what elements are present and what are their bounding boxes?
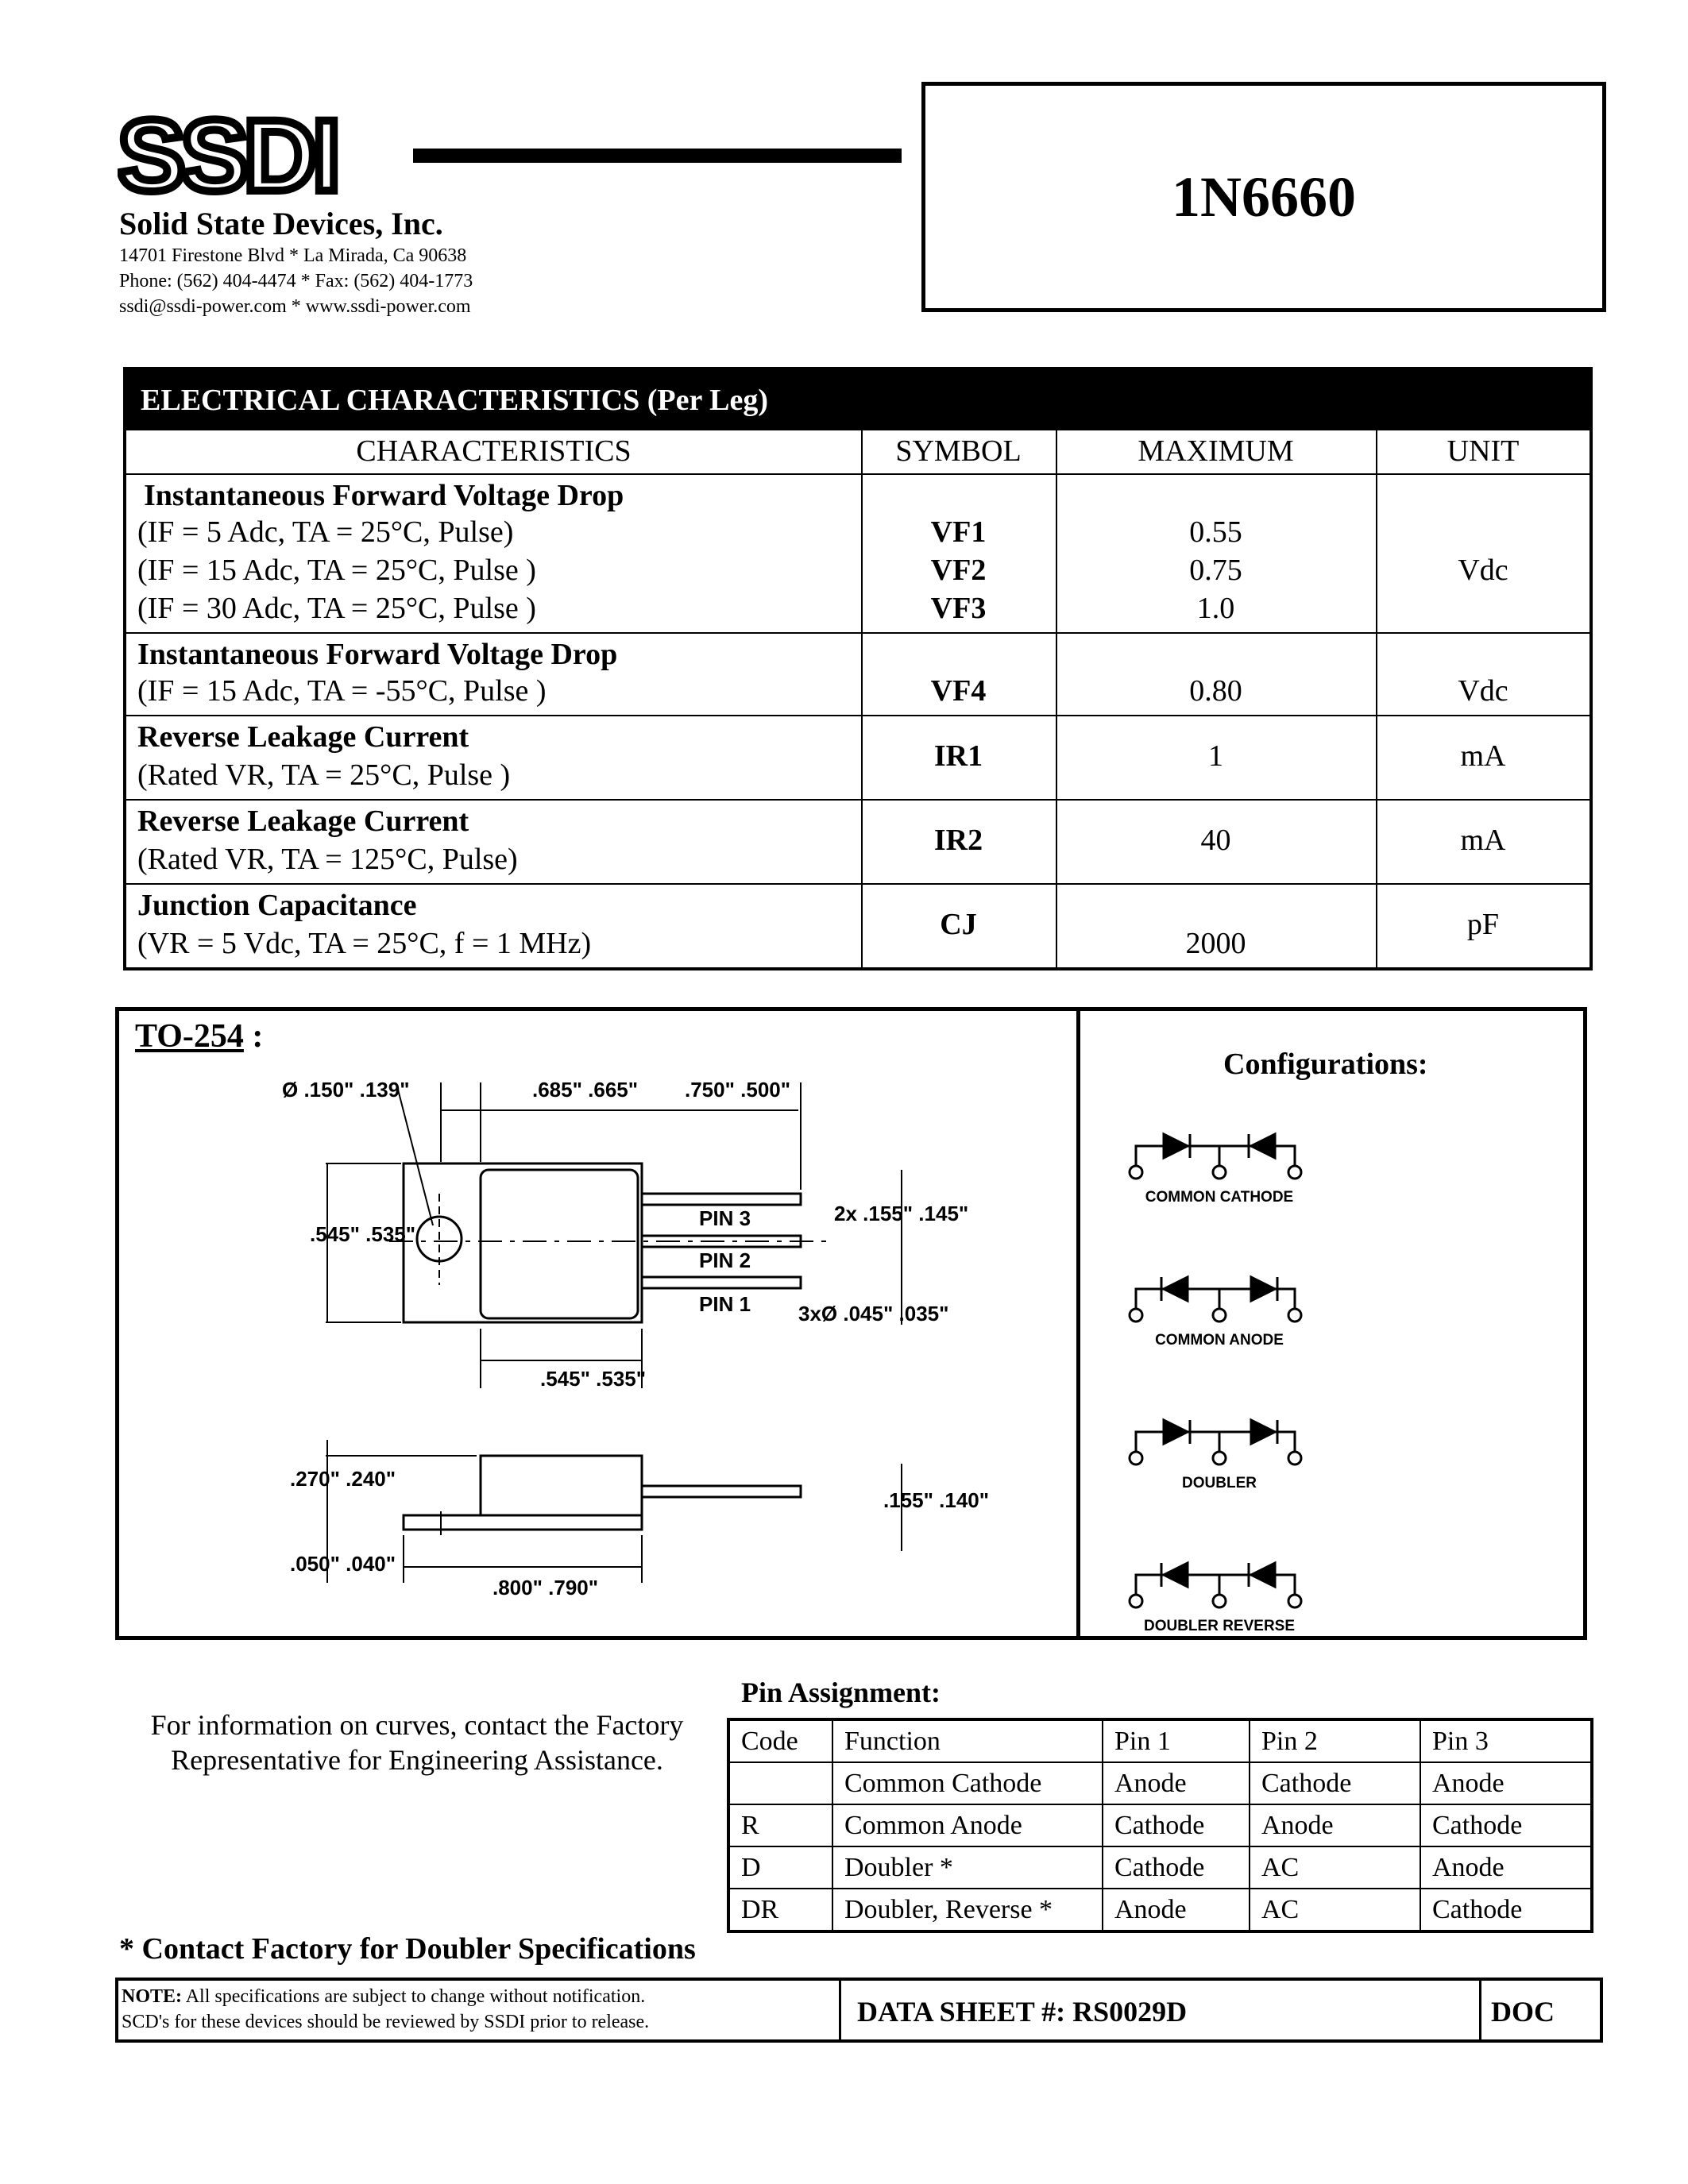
dim-flange: .050" .040" [290,1552,396,1576]
col-characteristics: CHARACTERISTICS [356,434,632,468]
cfg-doubler: DOUBLER [1182,1475,1257,1491]
note-label: NOTE: [122,1986,183,2007]
electrical-title: ELECTRICAL CHARACTERISTICS (Per Leg) [126,370,1590,430]
r5-unit: pF [1466,908,1500,941]
r4-sym: IR2 [933,824,983,857]
r1-sym1: VF1 [930,515,987,549]
table-header-row: Code Function Pin 1 Pin 2 Pin 3 [728,1719,1592,1762]
contact-note: * Contact Factory for Doubler Specifications [119,1932,696,1966]
doc-label: DOC [1491,1996,1555,2028]
r1-title: Instantaneous Forward Voltage Drop [144,479,624,512]
dim-height: .545" .535" [310,1222,416,1246]
r1-unit: Vdc [1458,554,1508,587]
footer-note [118,1984,649,2035]
r1-max2: 0.75 [1189,554,1242,587]
dim-width: .545" .535" [540,1367,647,1391]
table-row: Common Cathode Anode Cathode Anode [728,1762,1592,1804]
r5-cond1: (VR = 5 Vdc, TA = 25°C, f = 1 MHz) [137,927,592,960]
r1-cond2: (IF = 15 Adc, TA = 25°C, Pulse ) [137,554,536,587]
r3-title: Reverse Leakage Current [137,720,469,754]
part-number: 1N6660 [1172,164,1356,229]
cfg-common-anode: COMMON ANODE [1155,1332,1284,1349]
configurations-title: Configurations: [1223,1048,1428,1081]
r4-unit: mA [1460,824,1506,857]
dim-side-h: .270" .240" [290,1467,396,1491]
cfg-common-cathode: COMMON CATHODE [1145,1189,1294,1206]
to254-drawing [119,1011,1076,1638]
dim-body-len: .685" .665" [532,1078,639,1102]
note-line1: All specifications are subject to change without notification. [185,1986,646,2007]
pin-assignment-title: Pin Assignment: [741,1677,941,1708]
table-row: R Common Anode Cathode Anode Cathode [728,1804,1592,1846]
r2-sym: VF4 [930,674,987,708]
r1-sym2: VF2 [930,554,987,587]
logo-rule [413,149,902,163]
r2-cond1: (IF = 15 Adc, TA = -55°C, Pulse ) [137,674,547,708]
electrical-table [123,367,1593,970]
r5-max: 2000 [1185,927,1246,960]
r1-sym3: VF3 [930,592,987,625]
dim-lead-dia: 3xØ .045" .035" [798,1302,949,1325]
flange-body [404,1163,642,1322]
r1-max1: 0.55 [1189,515,1242,549]
curves-info-line2: Representative for Engineering Assistance. [171,1744,663,1776]
ssdi-logo [118,107,408,203]
configurations-diagram [1096,1090,1573,1630]
dim-lead-len: .750" .500" [685,1078,791,1102]
table-row: D Doubler * Cathode AC Anode [728,1846,1592,1889]
r3-cond1: (Rated VR, TA = 25°C, Pulse ) [137,758,511,792]
r5-title: Junction Capacitance [137,889,417,922]
r2-title: Instantaneous Forward Voltage Drop [137,638,618,671]
cfg-doubler-reverse: DOUBLER REVERSE [1143,1618,1296,1630]
part-number-box [921,82,1606,312]
r2-unit: Vdc [1458,674,1508,708]
footer [115,1978,1603,2043]
r4-title: Reverse Leakage Current [137,805,469,838]
r3-sym: IR1 [933,739,983,773]
r2-max: 0.80 [1189,674,1242,708]
logo-text: SSDI [118,107,336,203]
company-phone: Phone: (562) 404-4474 * Fax: (562) 404-1773 [119,271,473,291]
r1-cond1: (IF = 5 Adc, TA = 25°C, Pulse) [137,515,514,549]
company-web: ssdi@ssdi-power.com * www.ssdi-power.com [119,296,471,317]
datasheet-number: DATA SHEET #: RS0029D [857,1996,1188,2028]
col-unit: UNIT [1447,434,1520,468]
curves-info-line1: For information on curves, contact the Factory [150,1709,684,1741]
r1-max3: 1.0 [1196,592,1235,625]
pin2-label: PIN 2 [699,1248,751,1272]
dim-hole: Ø .150" .139" [282,1078,410,1102]
package-panel [115,1007,1587,1640]
table-row: DR Doubler, Reverse * Anode AC Cathode [728,1889,1592,1931]
r1-cond3: (IF = 30 Adc, TA = 25°C, Pulse ) [137,592,536,625]
company-name: Solid State Devices, Inc. [119,206,443,241]
col-symbol: SYMBOL [895,434,1022,468]
dim-side-len: .800" .790" [492,1576,599,1599]
pin3-label: PIN 3 [699,1206,751,1230]
company-address: 14701 Firestone Blvd * La Mirada, Ca 90638 [119,245,467,266]
pin1-label: PIN 1 [699,1292,751,1316]
r4-max: 40 [1200,824,1231,857]
dim-pitch: 2x .155" .145" [834,1202,969,1225]
col-maximum: MAXIMUM [1138,434,1294,468]
curves-info [119,1707,715,1777]
r3-max: 1 [1208,739,1223,773]
package-title: TO-254 : [135,1018,264,1055]
note-line2: SCD's for these devices should be reviewed by SSDI prior to release. [122,2012,650,2032]
r4-cond1: (Rated VR, TA = 125°C, Pulse) [137,843,518,876]
pin-assignment-table [727,1718,1593,1933]
dim-side-lead: .155" .140" [883,1488,990,1512]
r3-unit: mA [1460,739,1506,773]
r5-sym: CJ [940,908,977,941]
